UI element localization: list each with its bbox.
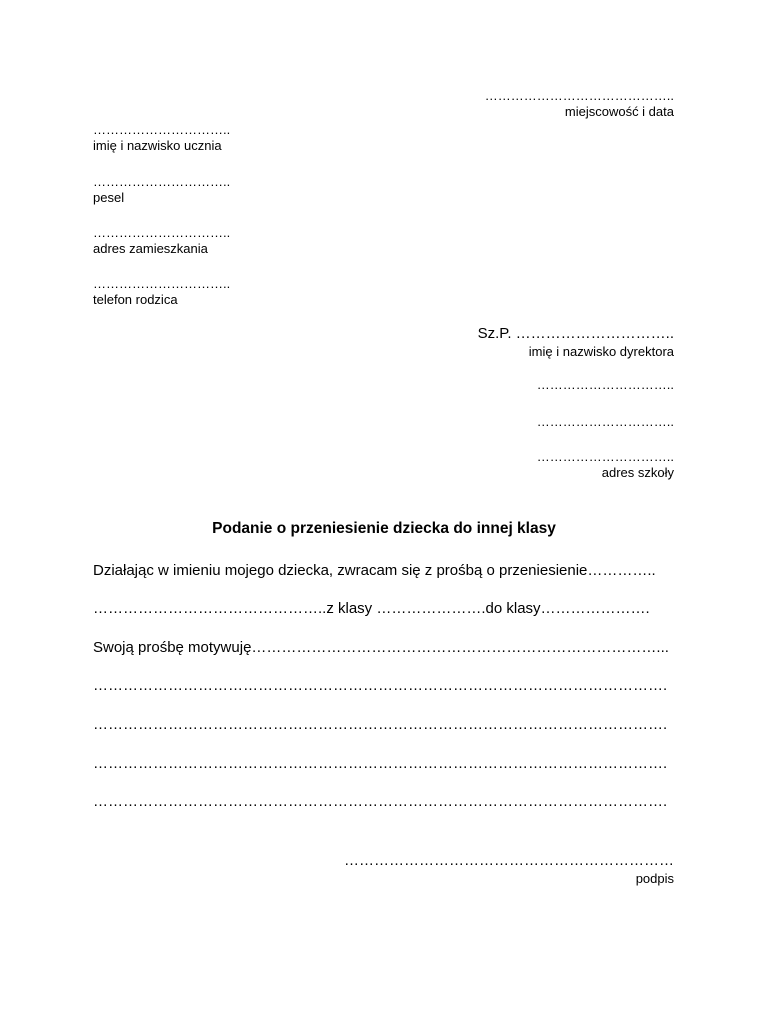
student-name-dots[interactable]: ………………………….. [93,122,231,137]
home-address-dots[interactable]: ………………………….. [93,225,231,240]
request-line-1: Działając w imieniu mojego dziecka, zwracam się z prośbą o przeniesienie………….. [93,562,656,579]
signature-dots[interactable]: ………………………………………………………… [344,852,674,869]
parent-phone-dots[interactable]: ………………………….. [93,276,231,291]
signature-label: podpis [635,871,674,886]
student-name-label: imię i nazwisko ucznia [93,138,222,153]
place-date-label: miejscowość i data [564,104,674,119]
pesel-label: pesel [93,190,125,205]
school-address-label: adres szkoły [601,465,674,480]
recipient-szp-line[interactable]: Sz.P. ………………………….. [477,325,674,342]
pesel-dots[interactable]: ………………………….. [93,174,231,189]
motivation-line-3[interactable]: ……………………………………………………………………………………………………. [93,716,668,733]
request-line-2-class-fields[interactable]: ………………………………………..z klasy ………………….do klasy…………………. [93,600,650,617]
place-date-dots[interactable]: …………………………………….. [484,88,674,103]
home-address-label: adres zamieszkania [93,241,208,256]
school-address-line-1[interactable]: ………………………….. [536,377,674,392]
school-address-line-2[interactable]: ………………………….. [536,414,674,429]
document-title: Podanie o przeniesienie dziecka do innej klasy [212,520,556,537]
motivation-line-2[interactable]: ……………………………………………………………………………………………………. [93,677,668,694]
school-address-line-3[interactable]: ………………………….. [536,449,674,464]
motivation-line-4[interactable]: ……………………………………………………………………………………………………. [93,755,668,772]
parent-phone-label: telefon rodzica [93,292,178,307]
motivation-line-5[interactable]: ……………………………………………………………………………………………………. [93,793,668,810]
director-name-label: imię i nazwisko dyrektora [528,344,674,359]
motivation-line-1[interactable]: Swoją prośbę motywuję………………………………………………………………………... [93,639,669,656]
